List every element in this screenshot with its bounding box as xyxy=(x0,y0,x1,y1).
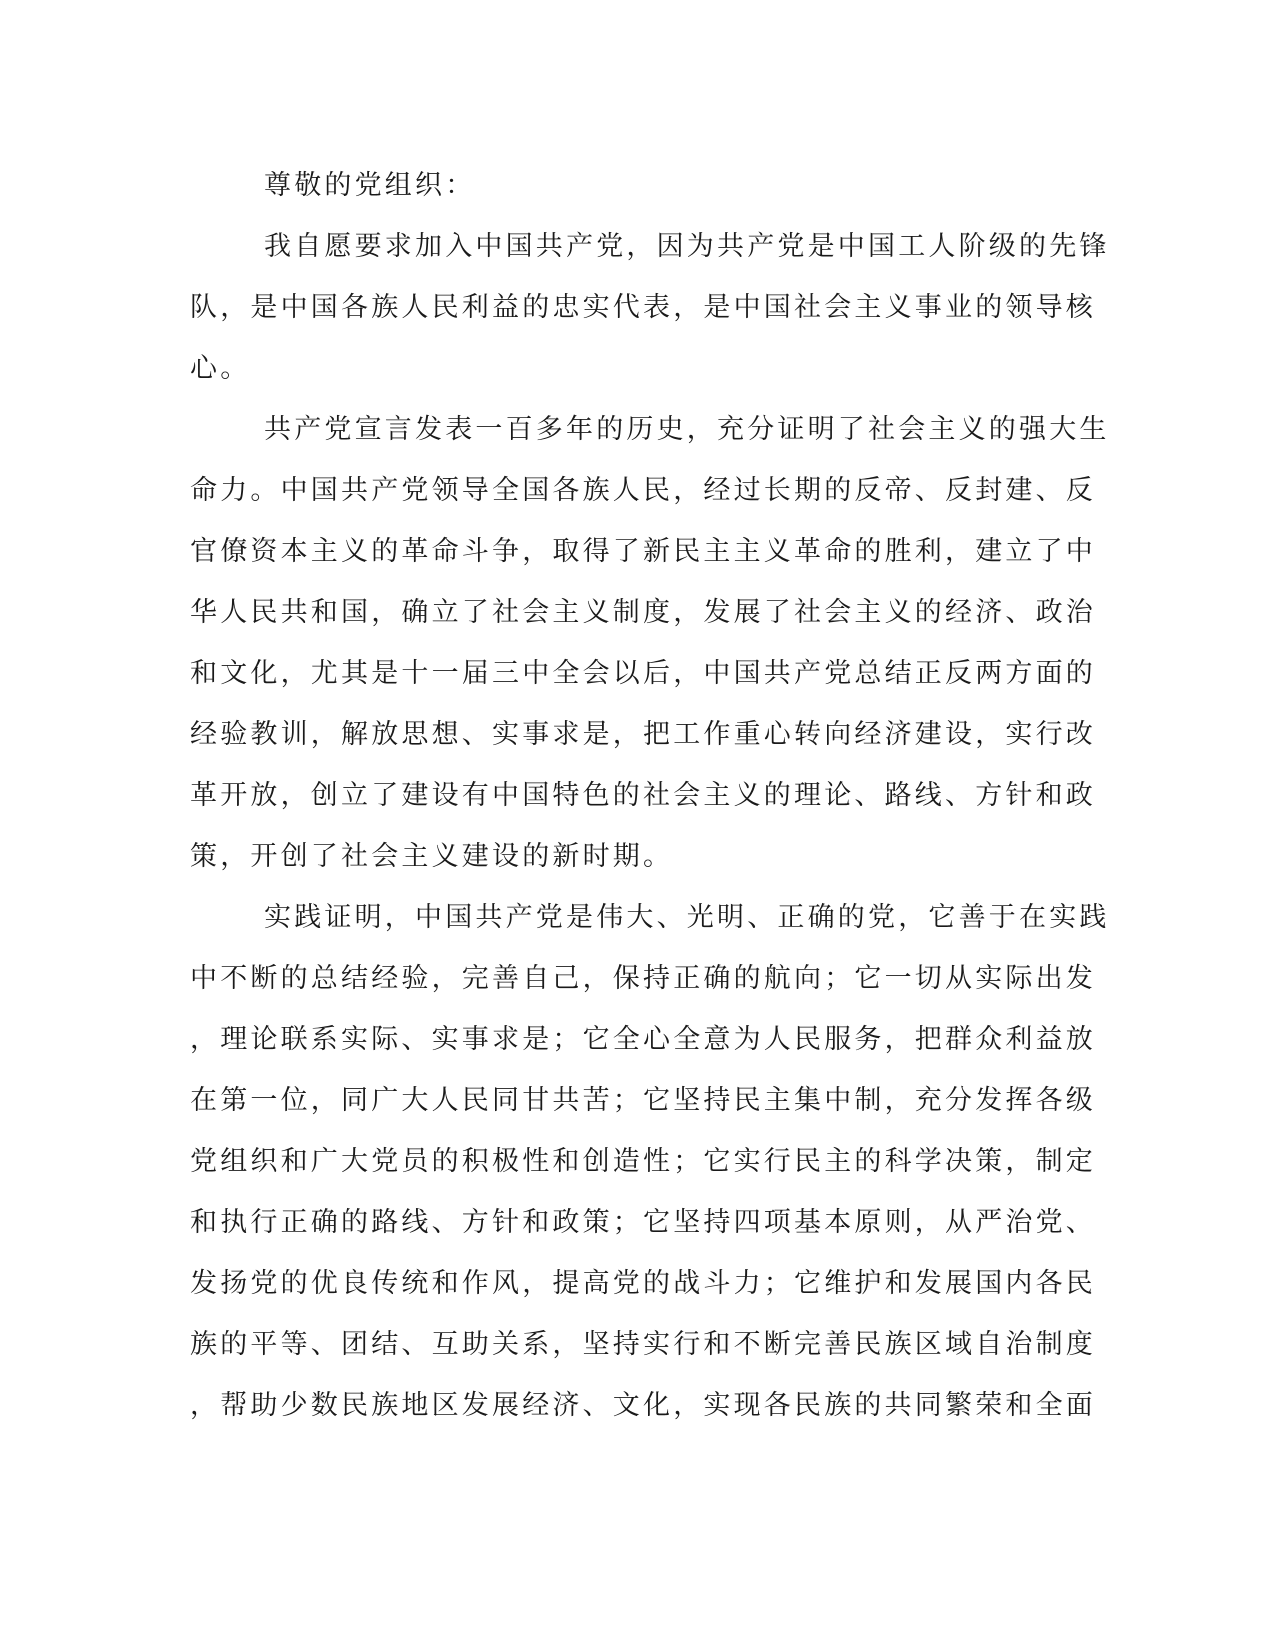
text-line: 共产党宣言发表一百多年的历史，充分证明了社会主义的强大生 xyxy=(264,414,1110,445)
paragraph-1 xyxy=(190,216,1110,399)
text-line: 策，开创了社会主义建设的新时期。 xyxy=(190,841,674,872)
text-line: ，帮助少数民族地区发展经济、文化，实现各民族的共同繁荣和全面 xyxy=(190,1390,1096,1421)
text-line: ，理论联系实际、实事求是；它全心全意为人民服务，把群众利益放 xyxy=(190,1024,1096,1055)
text-line: 在第一位，同广大人民同甘共苦；它坚持民主集中制，充分发挥各级 xyxy=(190,1085,1096,1116)
text-line: 革开放，创立了建设有中国特色的社会主义的理论、路线、方针和政 xyxy=(190,780,1096,811)
text-line: 党组织和广大党员的积极性和创造性；它实行民主的科学决策，制定 xyxy=(190,1146,1096,1177)
paragraph-3 xyxy=(190,887,1110,1436)
text-line: 族的平等、团结、互助关系，坚持实行和不断完善民族区域自治制度 xyxy=(190,1329,1096,1360)
text-line: 经验教训，解放思想、实事求是，把工作重心转向经济建设，实行改 xyxy=(190,719,1096,750)
letter-body xyxy=(190,155,1110,1436)
paragraph-2 xyxy=(190,399,1110,887)
text-line: 命力。中国共产党领导全国各族人民，经过长期的反帝、反封建、反 xyxy=(190,475,1096,506)
text-line: 和文化，尤其是十一届三中全会以后，中国共产党总结正反两方面的 xyxy=(190,658,1096,689)
text-line: 队，是中国各族人民利益的忠实代表，是中国社会主义事业的领导核 xyxy=(190,292,1096,323)
text-line: 实践证明，中国共产党是伟大、光明、正确的党，它善于在实践 xyxy=(264,902,1110,933)
text-line: 心。 xyxy=(190,353,251,384)
text-line: 华人民共和国，确立了社会主义制度，发展了社会主义的经济、政治 xyxy=(190,597,1096,628)
text-line: 和执行正确的路线、方针和政策；它坚持四项基本原则，从严治党、 xyxy=(190,1207,1096,1238)
text-line: 发扬党的优良传统和作风，提高党的战斗力；它维护和发展国内各民 xyxy=(190,1268,1096,1299)
salutation: 尊敬的党组织： xyxy=(264,170,476,201)
text-line: 我自愿要求加入中国共产党，因为共产党是中国工人阶级的先锋 xyxy=(264,231,1110,262)
text-line: 中不断的总结经验，完善自己，保持正确的航向；它一切从实际出发 xyxy=(190,963,1096,994)
text-line: 官僚资本主义的革命斗争，取得了新民主主义革命的胜利，建立了中 xyxy=(190,536,1096,567)
